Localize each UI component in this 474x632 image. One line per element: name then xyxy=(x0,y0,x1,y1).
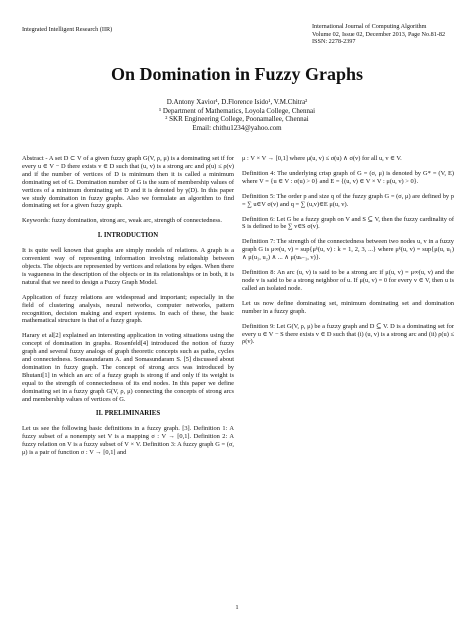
author-names: D.Antony Xavior¹, D.Florence Isido¹, V.M.Chitra² xyxy=(166,98,308,106)
paragraph: Harary et al[2] explained an interesting application in voting situations using the concept of domination in graphs. Rosenfeld[4] introduced the notion of fuzzy graph and several fuzzy analogs of graph theoretic concepts such as paths, cycles and connectedness. Somasundaram A. and Somasundaram S. [5] discussed about domination in fuzzy graph. The concept of strong arcs was introduced by Bhutani[1] in which an arc of a fuzzy graph is strong if and only if its weight is equal to the strength of connectedness of its end nodes. In this paper we define dominating set in a fuzzy graph G(V, ρ, μ) connecting the concepts of strong arcs and membership values of vertices of G. xyxy=(22,332,234,403)
paragraph: Definition 7: The strength of the connectedness between two nodes u, v in a fuzzy graph G is μ∞(u, v) = sup{μᵏ(u, v) : k = 1, 2, 3, ...} where μᵏ(u, v) = sup{μ(u, u₁) ∧ μ(u₁, u₂) ∧ ... ∧ μ(uₖ₋₁, v)}. xyxy=(242,238,454,262)
paragraph: It is quite well known that graphs are simply models of relations. A graph is a convenient way of representing information involving relationship between objects. The objects are represented by vertices and relations by edges. When there is vagueness in the description of the objects or in its relationships or in both, it is natural that we need to design a Fuzzy Graph Model. xyxy=(22,247,234,286)
right-column xyxy=(242,155,454,353)
section-heading: I. INTRODUCTION xyxy=(97,232,159,240)
page-number: 1 xyxy=(235,604,239,611)
paragraph: Let us now define dominating set, minimum dominating set and domination number in a fuzzy graph. xyxy=(242,299,454,315)
paragraph: Abstract - A set D ⊂ V of a given fuzzy graph G(V, ρ, μ) is a dominating set if for every u ∈ V − D there exists v ∈ D such that (u, v) is a strong arc and ρ(u) ≤ ρ(v) and if the number of vertices of D is minimum then it is called a minimum dominating set of G. Domination number of G is the sum of membership values of vertices of a minimum dominating set D and it is denoted by γ(D). In this paper we study domination in fuzzy graphs. Also we formulate an algorithm to find dominating set for a given fuzzy graph. xyxy=(22,155,234,210)
journal-volume: Volume 02, Issue 02, December 2013, Page No.81-82 xyxy=(312,30,446,38)
author-block xyxy=(0,98,474,132)
paragraph: μ : V × V → [0,1] where μ(u, v) ≤ σ(u) ∧ σ(v) for all u, v ∈ V. xyxy=(242,155,402,162)
paragraph: Definition 4: The underlying crisp graph of G = (σ, μ) is denoted by G* = (V, E) where V = {u ∈ V : σ(u) > 0} and E = {(u, v) ∈ V × V : μ(u, v) > 0}. xyxy=(242,169,454,185)
paragraph: Let us see the following basic definitions in a fuzzy graph. [3]. Definition 1: A fuzzy subset of a nonempty set V is a mapping σ : V → [0,1]. Definition 2: A fuzzy relation on V is a fuzzy subset of V × V. Definition 3: A fuzzy graph G = (σ, μ) is a pair of function σ : V → [0,1] and xyxy=(22,425,234,457)
paragraph: Definition 9: Let G(V, ρ, μ) be a fuzzy graph and D ⊆ V. D is a dominating set for every u ∈ V − S there exists v ∈ D such that (i) (u, v) is a strong arc and (ii) ρ(u) ≤ ρ(v). xyxy=(242,322,454,346)
journal-issn: ISSN: 2278-2397 xyxy=(312,38,356,46)
paragraph: Definition 8: An arc (u, v) is said to be a strong arc if μ(u, v) = μ∞(u, v) and the node v is said to be a strong neighbor of u. If μ(u, v) = 0 for every v ∈ V, then u is called an isolated node. xyxy=(242,269,454,292)
paragraph: Keywords: fuzzy domination, strong arc, weak arc, strength of connectedness. xyxy=(22,217,222,225)
author-email: Email: chithu1234@yahoo.com xyxy=(192,123,282,132)
left-column xyxy=(22,155,234,464)
paragraph: Application of fuzzy relations are widespread and important; especially in the field of clustering analysis, neural networks, computer networks, pattern recognition, decision making and expert systems. In each of these, the basic mathematical structure is that of a fuzzy graph. xyxy=(22,293,234,325)
paragraph: Definition 5: The order p and size q of the fuzzy graph G = (σ, μ) are defined by p = ∑ u∈V σ(v) and q = ∑ (u,v)∈E μ(u, v). xyxy=(242,192,454,208)
affiliation-1: ¹ Department of Mathematics, Loyola College, Chennai xyxy=(158,106,316,115)
paragraph: Definition 6: Let G be a fuzzy graph on V and S ⊆ V, then the fuzzy cardinality of S is defined to be ∑ v∈S σ(v). xyxy=(242,215,454,231)
journal-name: International Journal of Computing Algorithm xyxy=(312,23,427,30)
header-publisher: Integrated Intelligent Research (IIR) xyxy=(22,26,113,33)
section-heading: II. PRELIMINARIES xyxy=(95,410,161,418)
header-journal-info xyxy=(312,23,462,46)
affiliation-2: ² SKR Engineering College, Poonamallee, Chennai xyxy=(165,115,309,124)
paper-title: On Domination in Fuzzy Graphs xyxy=(110,64,364,84)
